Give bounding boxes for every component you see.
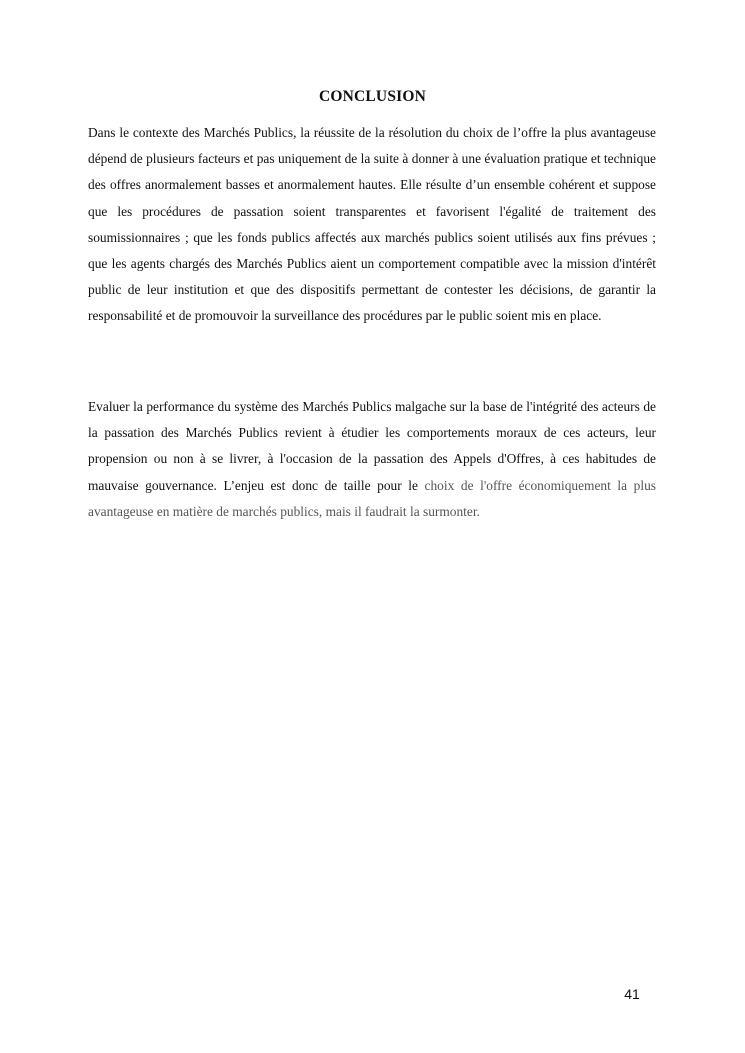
page-title: CONCLUSION: [318, 88, 427, 105]
paragraph-evaluation: [88, 394, 656, 525]
page-number: 41: [624, 986, 640, 1002]
paragraph-evaluation-main: Evaluer la performance du système des Marchés Publics malgache sur la base de l'intégrité des acteurs de la passation des Marchés Publics revient à étudier les comportements moraux de ces acteurs, leur propension ou non à se livrer, à l'occasion de la passation des Appels d'Offres, à ces habitudes de mauvaise gouvernance. L’enjeu est donc de taille pour le: [88, 399, 656, 493]
paragraph-context: Dans le contexte des Marchés Publics, la réussite de la résolution du choix de l’offre la plus avantageuse dépend de plusieurs facteurs et pas uniquement de la suite à donner à une évaluation pratique et technique des offres anormalement basses et anormalement hautes. Elle résulte d’un ensemble cohérent et suppose que les procédures de passation soient transparentes et favorisent l'égalité de traitement des soumissionnaires ; que les fonds publics affectés aux marchés publics soient utilisés aux fins prévues ; que les agents chargés des Marchés Publics aient un comportement compatible avec la mission d'intérêt public de leur institution et que des dispositifs permettant de contester les décisions, de garantir la responsabilité et de promouvoir la surveillance des procédures par le public soient mis en place.: [88, 125, 656, 324]
paragraph-evaluation-muted: choix de l'offre économiquement la plus avantageuse en matière de marchés publics, mais il faudrait la surmonter.: [88, 477, 656, 519]
